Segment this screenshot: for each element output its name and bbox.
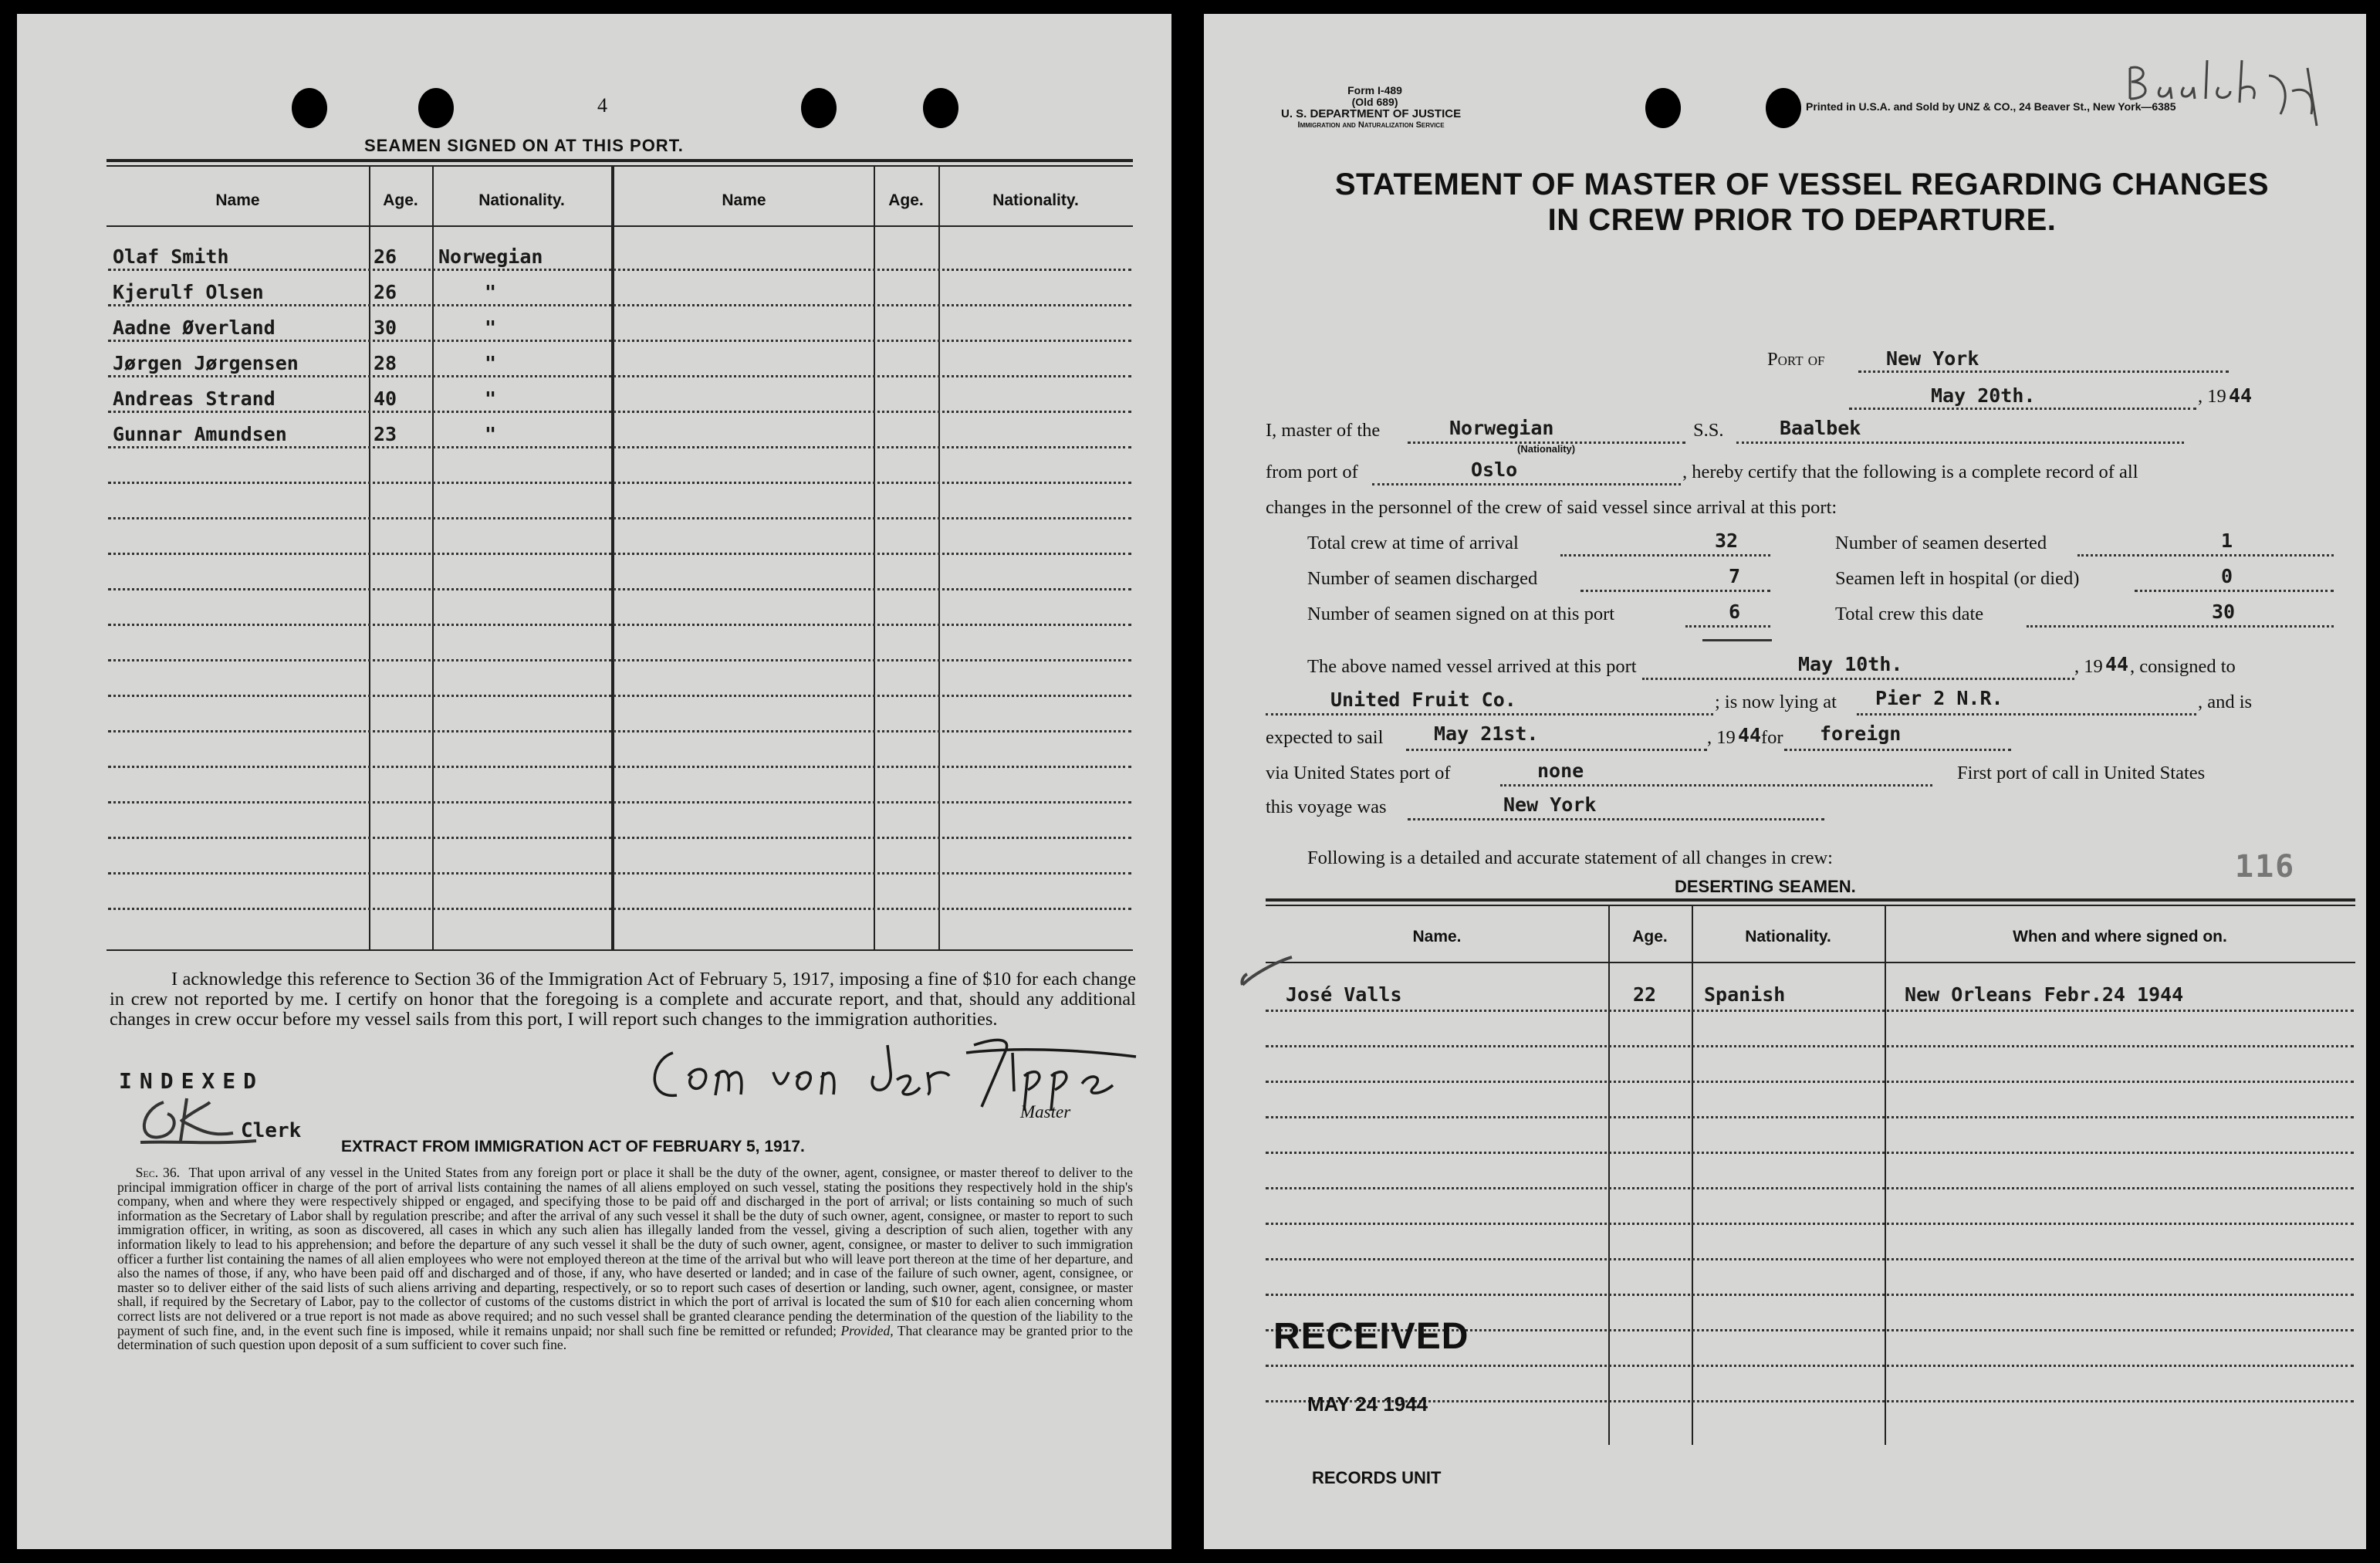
row-line bbox=[1266, 1081, 2354, 1083]
deserter-signed-on: New Orleans Febr.24 1944 bbox=[1905, 983, 2184, 1006]
row-line bbox=[108, 340, 1131, 342]
column-header-age: Age. bbox=[888, 191, 924, 209]
port-label: Port of bbox=[1767, 349, 1825, 370]
extract-end: That clearance may be granted prior to the determination of such question upon deposit of a sum sufficient to cover such fine. bbox=[117, 1322, 1133, 1353]
seamen-signed-on-heading: SEAMEN SIGNED ON AT THIS PORT. bbox=[364, 136, 684, 155]
port-line bbox=[1858, 370, 2229, 373]
deserter-name: José Valls bbox=[1286, 983, 1402, 1006]
seaman-age: 30 bbox=[374, 316, 397, 339]
received-stamp: RECEIVED bbox=[1273, 1316, 1469, 1357]
seaman-age: 28 bbox=[374, 352, 397, 374]
left-page bbox=[17, 14, 1171, 1549]
stat-line bbox=[2027, 625, 2334, 628]
row-line bbox=[1266, 1223, 2354, 1225]
stat-label: Number of seamen deserted bbox=[1835, 533, 2047, 553]
form-old-number: (Old 689) bbox=[1351, 96, 1398, 108]
arrived-year-prefix: , 19 bbox=[2074, 656, 2103, 677]
table-top-rule bbox=[1266, 898, 2355, 902]
column-divider bbox=[432, 165, 434, 949]
voyage-label: this voyage was bbox=[1266, 797, 1387, 817]
stat-line bbox=[1685, 625, 1770, 628]
voyage-line bbox=[1408, 818, 1824, 820]
stat-line bbox=[2135, 590, 2334, 592]
column-divider bbox=[1692, 905, 1693, 1445]
column-divider bbox=[874, 165, 875, 949]
arrived-year: 44 bbox=[2105, 653, 2129, 675]
row-line bbox=[108, 730, 1131, 732]
via-label: via United States port of bbox=[1266, 763, 1451, 783]
following-text: Following is a detailed and accurate statement of all changes in crew: bbox=[1307, 847, 1833, 868]
row-line bbox=[1266, 1045, 2354, 1047]
punch-hole bbox=[1766, 88, 1801, 128]
table-top-rule bbox=[106, 159, 1133, 162]
seaman-nationality: Norwegian bbox=[438, 245, 543, 268]
row-line bbox=[1266, 1010, 2354, 1012]
seaman-nationality: " bbox=[485, 352, 497, 374]
master-of-label: I, master of the bbox=[1266, 420, 1381, 441]
column-divider bbox=[938, 165, 940, 949]
nationality-caption: (Nationality) bbox=[1517, 443, 1576, 455]
date-year-prefix: , 19 bbox=[2198, 386, 2226, 407]
indexed-stamp: INDEXED bbox=[119, 1068, 265, 1094]
row-line bbox=[108, 695, 1131, 697]
expected-year-prefix: , 19 bbox=[1707, 727, 1736, 748]
row-line bbox=[108, 872, 1131, 875]
arrived-line bbox=[1642, 678, 2074, 680]
deserter-age: 22 bbox=[1633, 983, 1657, 1006]
seaman-nationality: " bbox=[485, 281, 497, 303]
lying-at-label: ; is now lying at bbox=[1715, 692, 1837, 712]
stat-label: Total crew at time of arrival bbox=[1307, 533, 1519, 553]
destination: foreign bbox=[1820, 722, 1902, 745]
seaman-name: Kjerulf Olsen bbox=[113, 281, 264, 303]
stat-value: 6 bbox=[1729, 601, 1741, 623]
column-header-age: Age. bbox=[1632, 928, 1668, 946]
column-divider bbox=[1885, 905, 1886, 1445]
form-identifier bbox=[1281, 85, 1461, 131]
records-unit-stamp: RECORDS UNIT bbox=[1312, 1468, 1442, 1487]
table-bottom-rule bbox=[106, 949, 1133, 951]
stat-value: 30 bbox=[2212, 601, 2236, 623]
stat-underline bbox=[1702, 639, 1772, 641]
certify-text: , hereby certify that the following is a complete record of all bbox=[1682, 462, 2138, 482]
row-line bbox=[108, 446, 1131, 448]
punch-hole bbox=[292, 88, 327, 128]
handwritten-annotation bbox=[2115, 45, 2346, 130]
stat-value: 1 bbox=[2221, 529, 2233, 552]
column-header-signed-on: When and where signed on. bbox=[2013, 928, 2227, 946]
date-value: May 20th. bbox=[1931, 384, 2036, 407]
row-line bbox=[108, 304, 1131, 306]
for-label: for bbox=[1761, 727, 1783, 748]
row-line bbox=[108, 411, 1131, 413]
from-port-line bbox=[1372, 483, 1681, 485]
right-page bbox=[1204, 14, 2366, 1549]
printer-note: Printed in U.S.A. and Sold by UNZ & CO., 24 Beaver St., New York—6385 bbox=[1806, 100, 2176, 113]
column-header-name: Name. bbox=[1412, 928, 1462, 946]
seaman-age: 26 bbox=[374, 281, 397, 303]
table-header-rule bbox=[1266, 962, 2355, 963]
column-header-age: Age. bbox=[383, 191, 418, 209]
row-line bbox=[1266, 1152, 2354, 1154]
deserting-seamen-heading: DESERTING SEAMEN. bbox=[1675, 877, 1856, 896]
seaman-age: 23 bbox=[374, 423, 397, 445]
via-value: none bbox=[1537, 760, 1584, 782]
master-label: Master bbox=[1020, 1102, 1071, 1122]
received-date-stamp: MAY 24 1944 bbox=[1307, 1392, 1428, 1416]
column-header-nationality: Nationality. bbox=[478, 191, 565, 209]
row-line bbox=[108, 908, 1131, 910]
seaman-nationality: " bbox=[485, 316, 497, 339]
consignee-line bbox=[1266, 713, 1713, 716]
extract-text bbox=[117, 1165, 1133, 1352]
row-line bbox=[108, 624, 1131, 626]
form-title-line: STATEMENT OF MASTER OF VESSEL REGARDING CHANGES bbox=[1334, 167, 2270, 201]
service: Immigration and Naturalization Service bbox=[1297, 120, 1445, 130]
punch-hole bbox=[801, 88, 837, 128]
seaman-age: 26 bbox=[374, 245, 397, 268]
port-value: New York bbox=[1886, 347, 1979, 370]
ship-name: Baalbek bbox=[1780, 417, 1861, 439]
column-header-nationality: Nationality. bbox=[1745, 928, 1831, 946]
row-line bbox=[1266, 1365, 2354, 1367]
extract-provided: Provided, bbox=[840, 1322, 894, 1338]
column-header-name: Name bbox=[722, 191, 766, 209]
column-divider bbox=[611, 165, 614, 949]
consignee: United Fruit Co. bbox=[1330, 688, 1516, 711]
column-header-nationality: Nationality. bbox=[992, 191, 1079, 209]
date-year: 44 bbox=[2229, 384, 2253, 407]
clerk-label: Clerk bbox=[241, 1119, 302, 1142]
lying-at-value: Pier 2 N.R. bbox=[1875, 687, 2003, 709]
row-line bbox=[108, 766, 1131, 768]
arrived-date: May 10th. bbox=[1798, 653, 1903, 675]
seaman-nationality: " bbox=[485, 387, 497, 410]
row-line bbox=[108, 801, 1131, 803]
row-line bbox=[108, 269, 1131, 271]
table-header-rule bbox=[106, 225, 1133, 227]
ss-label: S.S. bbox=[1693, 420, 1724, 441]
expected-date: May 21st. bbox=[1434, 722, 1539, 745]
from-port-label: from port of bbox=[1266, 462, 1358, 482]
page-number: 4 bbox=[597, 94, 607, 117]
expected-label: expected to sail bbox=[1266, 727, 1384, 748]
expected-year: 44 bbox=[1738, 724, 1762, 746]
stat-value: 7 bbox=[1729, 565, 1741, 587]
acknowledgement-paragraph: I acknowledge this reference to Section 36 of the Immigration Act of February 5, 1917, imposing a fine of $10 for each change in crew not reported by me. I certify on honor that the foregoing is a complete and accurate report, and that, should any additional changes in crew occur before my vessel sails from this port, I will report such changes to the immigration authorities. bbox=[110, 969, 1136, 1030]
row-line bbox=[108, 837, 1131, 839]
extract-body: That upon arrival of any vessel in the United States from any foreign port or place it shall be the duty of the owner, agent, consignee, or master thereof to deliver to the principal immigration officer in charge of the port of arrival lists containing the names of all aliens employed on such vessel, stating the positions they respectively hold in the ship's company, when and where they were respectively shipped or engaged, and specifying those to be paid off and discharged in the port of arrival; or lists containing so much of such information as the Secretary of Labor shall by regulation prescribe; and after the arrival of any such vessel it shall be the duty of such owner, agent, consignee, or master to report to such immigration officer, in writing, as soon as discovered, all cases in which any such alien has illegally landed from the vessel, giving a description of such alien, together with any information likely to lead to his apprehension; and before the departure of any such vessel it shall be the duty of such owner, agent, consignee, or master to deliver to such immigration officer a further list containing the names of all alien employees who were not employed thereon at the time of the arrival but who will leave port thereon at the time of her departure, and also the names of those, if any, who have been paid off and discharged and of those, if any, who have deserted or landed; and in case of the failure of such owner, agent, consignee, or master so to deliver either of the said lists of such aliens arriving and departing, respectively, or so to report such cases of desertion or landing, such owner, agent, consignee, or master shall, if required by the Secretary of Labor, pay to the collector of customs of the customs district in which the port of arrival is located the sum of $10 for each alien concerning whom correct lists are not delivered or a true report is not made as above required; and no such vessel shall be granted clearance pending the determination of the question of the liability to the payment of such fine, and, in the event such fine is imposed, while it remains unpaid; nor shall such fine be remitted or refunded; bbox=[117, 1165, 1133, 1338]
lying-at-line bbox=[1857, 713, 2196, 716]
row-line bbox=[108, 517, 1131, 519]
seaman-name: Jørgen Jørgensen bbox=[113, 352, 299, 374]
row-line bbox=[1266, 1294, 2354, 1296]
deserter-nationality: Spanish bbox=[1704, 983, 1786, 1006]
seaman-name: Gunnar Amundsen bbox=[113, 423, 287, 445]
row-line bbox=[1266, 1400, 2354, 1402]
date-line bbox=[1849, 408, 2196, 410]
form-title-line: IN CREW PRIOR TO DEPARTURE. bbox=[1547, 203, 2057, 237]
seaman-name: Aadne Øverland bbox=[113, 316, 276, 339]
stat-line bbox=[1560, 554, 1770, 557]
stat-line bbox=[1580, 590, 1770, 592]
row-line bbox=[108, 375, 1131, 377]
department: U. S. DEPARTMENT OF JUSTICE bbox=[1281, 107, 1462, 120]
arrived-label: The above named vessel arrived at this port bbox=[1307, 656, 1637, 677]
row-line bbox=[108, 482, 1131, 484]
form-number: Form I-489 bbox=[1347, 84, 1402, 96]
stat-label: Seamen left in hospital (or died) bbox=[1835, 568, 2080, 589]
punch-hole bbox=[1645, 88, 1681, 128]
stat-line bbox=[2077, 554, 2334, 557]
row-line bbox=[1266, 1258, 2354, 1260]
row-line bbox=[1266, 1116, 2354, 1118]
table-top-rule bbox=[106, 165, 1133, 167]
row-line bbox=[1266, 1187, 2354, 1189]
nationality-value: Norwegian bbox=[1449, 417, 1554, 439]
changes-text: changes in the personnel of the crew of said vessel since arrival at this port: bbox=[1266, 497, 1837, 518]
ship-name-line bbox=[1736, 441, 2184, 444]
extract-heading: EXTRACT FROM IMMIGRATION ACT OF FEBRUARY 5, 1917. bbox=[341, 1138, 805, 1155]
form-title bbox=[1266, 167, 2338, 238]
consigned-to-label: , consigned to bbox=[2130, 656, 2236, 677]
seaman-name: Olaf Smith bbox=[113, 245, 229, 268]
stamp-number: 116 bbox=[2235, 849, 2296, 885]
row-line bbox=[108, 553, 1131, 555]
first-port-label: First port of call in United States bbox=[1957, 763, 2206, 783]
seaman-name: Andreas Strand bbox=[113, 387, 276, 410]
stat-label: Total crew this date bbox=[1835, 604, 1984, 624]
stat-label: Number of seamen discharged bbox=[1307, 568, 1538, 589]
from-port-value: Oslo bbox=[1471, 458, 1518, 481]
expected-line bbox=[1406, 749, 1707, 751]
stat-value: 32 bbox=[1715, 529, 1739, 552]
row-line bbox=[108, 659, 1131, 661]
column-divider bbox=[1608, 905, 1610, 1445]
seaman-nationality: " bbox=[485, 423, 497, 445]
table-top-rule bbox=[1266, 905, 2355, 906]
via-line bbox=[1500, 784, 1932, 787]
column-header-name: Name bbox=[215, 191, 260, 209]
stat-value: 0 bbox=[2221, 565, 2233, 587]
destination-line bbox=[1784, 749, 2011, 751]
seaman-age: 40 bbox=[374, 387, 397, 410]
voyage-value: New York bbox=[1503, 793, 1597, 816]
acknowledgement-text bbox=[110, 969, 1136, 1030]
row-line bbox=[108, 588, 1131, 590]
column-divider bbox=[369, 165, 370, 949]
punch-hole bbox=[418, 88, 454, 128]
and-is-label: , and is bbox=[2198, 692, 2253, 712]
stat-label: Number of seamen signed on at this port bbox=[1307, 604, 1615, 624]
punch-hole bbox=[923, 88, 958, 128]
extract-section: Sec. 36. bbox=[135, 1165, 181, 1180]
